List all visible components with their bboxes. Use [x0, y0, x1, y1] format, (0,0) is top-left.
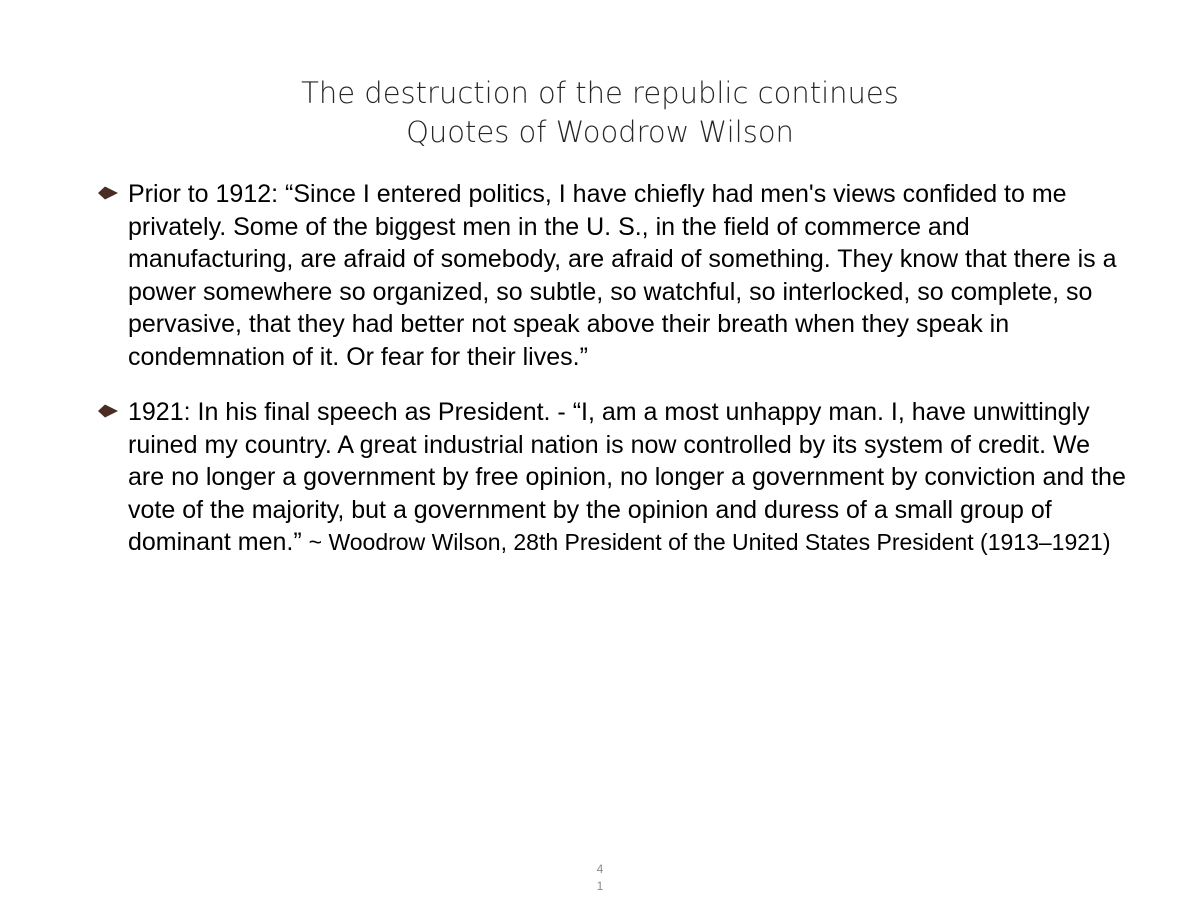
bullet-text: Prior to 1912: “Since I entered politics, I have chiefly had men's views confided to me privately. Some of the biggest men in the U. S., in the field of commerce and manufacturing, are afraid of somebody, are afraid of something. They know that there is a power somewhere so organized, so subtle, so watchful, so interlocked, so complete, so pervasive, that they had better not speak above their breath when they speak in condemnation of it. Or fear for their lives.” — [128, 180, 1117, 371]
bullet-item-1 — [96, 178, 1126, 373]
title-line-2: Quotes of Woodrow Wilson — [406, 115, 794, 149]
bullet-item-2 — [96, 396, 1126, 559]
diamond-bullet-icon — [96, 185, 120, 201]
page-number-digit: 1 — [596, 879, 604, 893]
title-line-1: The destruction of the republic continues — [301, 76, 899, 110]
page-number — [590, 861, 610, 895]
bullet-text: 1921: In his final speech as President. - “I, am a most unhappy man. I, have unwittingly ruined my country. A great industrial nation is now controlled by its system of credit. We are no longer a government by free opinion, no longer a government by conviction and the vote of the majority, but a government by the opinion and duress of a small group of dominant men.” — [128, 398, 1126, 556]
diamond-bullet-icon — [96, 403, 120, 419]
quote-attribution: ~ Woodrow Wilson, 28th President of the United States President (1913–1921) — [308, 529, 1111, 555]
page-number-digit: 4 — [596, 862, 604, 876]
bullet-list — [96, 178, 1126, 559]
slide-title — [0, 74, 1200, 152]
